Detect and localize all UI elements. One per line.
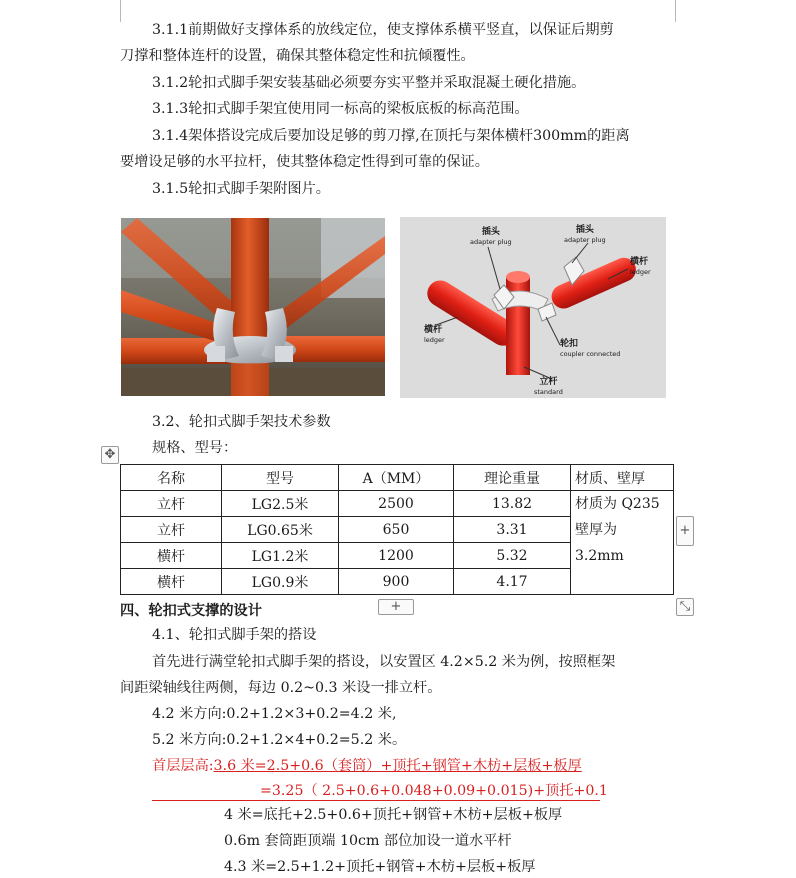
table-cell: LG0.9米 [222, 569, 339, 595]
ledger-label-left: 横杆 ledger [424, 325, 445, 344]
line-4-3m: 4.3 米=2.5+1.2+顶托+钢管+木枋+层板+板厚 [224, 859, 536, 875]
red-underline-rule [152, 800, 600, 801]
header-cell-model: 型号 [222, 465, 339, 491]
table-cell: 5.32 [454, 543, 571, 569]
table-header-row [121, 465, 674, 491]
table-resize-handle[interactable]: ⤡ [676, 598, 694, 616]
spec-label: 规格、型号： [152, 440, 238, 456]
header-cell-name: 名称 [121, 465, 222, 491]
table-cell: 横杆 [121, 543, 222, 569]
section-4-body-line1: 首先进行满堂轮扣式脚手架的搭设，以安置区 4.2×5.2 米为例，按照框架 [152, 654, 616, 670]
header-cell-weight: 理论重量 [454, 465, 571, 491]
section-3-2-heading: 3.2、轮扣式脚手架技术参数 [152, 414, 331, 430]
material-line-1: 材质为 Q235 [575, 496, 660, 512]
first-floor-height-line [152, 756, 582, 776]
table-cell: 2500 [339, 491, 454, 517]
section-4-body-line2: 间距梁轴线往两侧，每边 0.2~0.3 米设一排立杆。 [120, 680, 442, 696]
table-cell: 立杆 [121, 517, 222, 543]
header-cell-material: 材质、壁厚 [571, 465, 674, 491]
calc-5-2m: 5.2 米方向:0.2+1.2×4+0.2=5.2 米。 [152, 732, 407, 748]
insert-column-button[interactable]: + [676, 516, 694, 546]
coupler-diagram [400, 217, 666, 398]
table-cell: LG0.65米 [222, 517, 339, 543]
insert-row-button[interactable]: + [378, 599, 414, 615]
paragraph-3-1-1-line1: 3.1.1前期做好支撑体系的放线定位，使支撑体系横平竖直，以保证后期剪 [152, 22, 614, 38]
scaffold-joint-photo [121, 218, 385, 396]
first-floor-height-equation: 3.6 米=2.5+0.6（套筒）+顶托+钢管+木枋+层板+板厚 [213, 758, 582, 774]
paragraph-3-1-2: 3.1.2轮扣式脚手架安装基础必须要夯实平整并采取混凝土硬化措施。 [152, 75, 586, 91]
first-floor-height-label: 首层层高: [152, 758, 214, 774]
paragraph-3-1-4-line1: 3.1.4架体搭设完成后要加设足够的剪刀撑,在顶托与架体横杆300mm的距离 [152, 128, 630, 144]
table-cell: 横杆 [121, 569, 222, 595]
material-cell [571, 491, 674, 595]
ledger-label-right: 横杆 ledger [630, 257, 651, 276]
coupler-label: 轮扣 coupler connected [560, 339, 621, 358]
paragraph-3-1-4-line2: 要增设足够的水平拉杆，使其整体稳定性得到可靠的保证。 [120, 154, 489, 170]
header-cell-length: A（MM） [339, 465, 454, 491]
table-cell: LG1.2米 [222, 543, 339, 569]
paragraph-3-1-5: 3.1.5轮扣式脚手架附图片。 [152, 181, 330, 197]
line-4m: 4 米=底托+2.5+0.6+顶托+钢管+木枋+层板+板厚 [224, 807, 563, 823]
adapter-plug-label-right: 插头 adapter plug [564, 225, 606, 244]
adapter-plug-label-left: 插头 adapter plug [470, 227, 512, 246]
material-line-2: 壁厚为 [575, 522, 617, 538]
table-cell: 1200 [339, 543, 454, 569]
paragraph-3-1-3: 3.1.3轮扣式脚手架宜使用同一标高的梁板底板的标高范围。 [152, 101, 529, 117]
line-sleeve-note: 0.6m 套筒距顶端 10cm 部位加设一道水平杆 [224, 833, 512, 849]
margin-mark-right [675, 0, 676, 22]
section-4-heading: 四、轮扣式支撑的设计 [120, 603, 262, 619]
first-floor-height-breakdown: =3.25（ 2.5+0.6+0.048+0.09+0.015)+顶托+0.1 [260, 783, 608, 799]
table-cell: 650 [339, 517, 454, 543]
paragraph-3-1-1-line2: 刀撑和整体连杆的设置，确保其整体稳定性和抗倾覆性。 [120, 48, 475, 64]
calc-4-2m: 4.2 米方向:0.2+1.2×3+0.2=4.2 米, [152, 706, 397, 722]
table-cell: 13.82 [454, 491, 571, 517]
table-cell: 900 [339, 569, 454, 595]
table-cell: LG2.5米 [222, 491, 339, 517]
table-cell: 3.31 [454, 517, 571, 543]
standard-label: 立杆 standard [534, 377, 563, 396]
material-line-3: 3.2mm [575, 548, 624, 564]
table-cell: 4.17 [454, 569, 571, 595]
table-cell: 立杆 [121, 491, 222, 517]
margin-mark-left [120, 0, 121, 22]
spec-table [120, 464, 674, 595]
section-4-1-heading: 4.1、轮扣式脚手架的搭设 [152, 627, 317, 643]
table-row [121, 491, 674, 517]
table-move-handle[interactable]: ✥ [101, 446, 119, 464]
